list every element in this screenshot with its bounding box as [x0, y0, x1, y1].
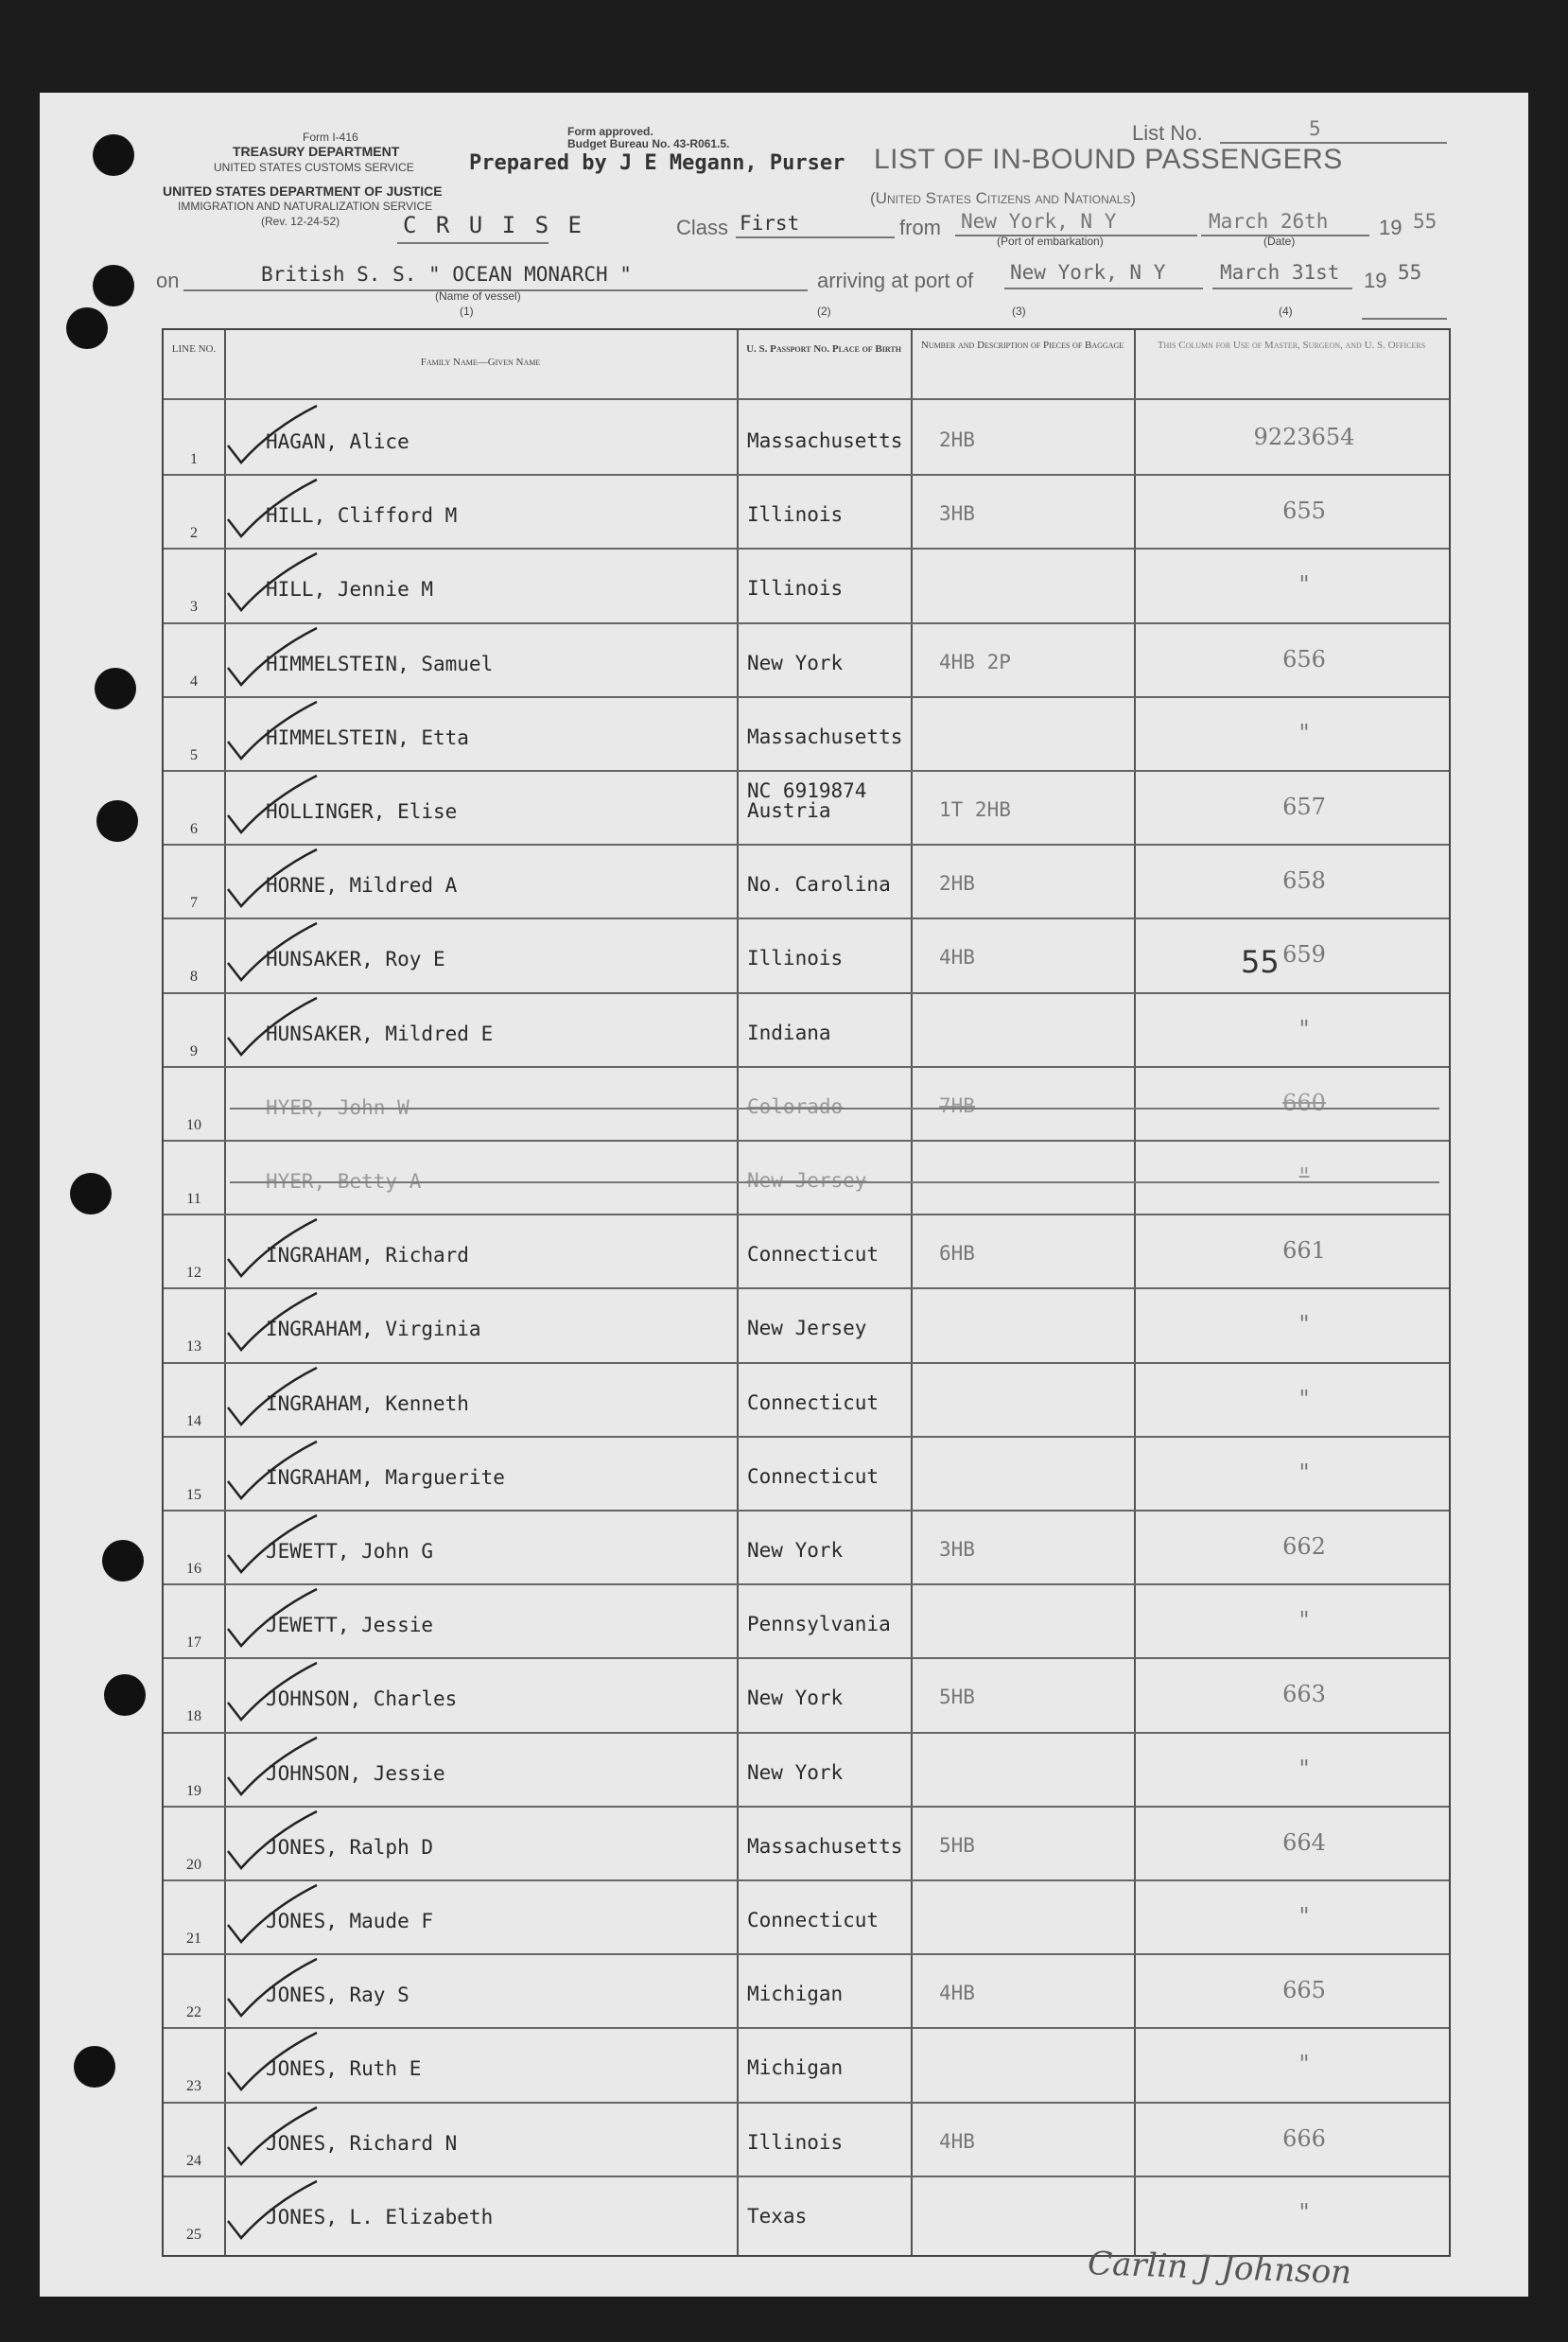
- arr-year-prefix: 19: [1364, 269, 1387, 292]
- punch-hole: [93, 134, 134, 176]
- official-number: ": [1298, 2198, 1310, 2226]
- place-of-birth: Connecticut: [747, 1909, 880, 1931]
- checkmark-icon: [224, 696, 328, 770]
- table-row: [164, 1214, 1449, 1287]
- baggage: 7HB: [939, 1093, 975, 1117]
- place-of-birth: Massachusetts: [747, 725, 903, 748]
- passenger-name: JOHNSON, Charles: [266, 1687, 458, 1711]
- official-number: 662: [1282, 1533, 1326, 1560]
- line-number: 12: [186, 1265, 201, 1282]
- treasury-dept: TREASURY DEPARTMENT: [233, 144, 400, 159]
- form-revision: (Rev. 12-24-52): [261, 215, 340, 228]
- punch-hole: [93, 265, 134, 306]
- passenger-name: HOLLINGER, Elise: [266, 800, 458, 823]
- place-of-birth: Massachusetts: [747, 429, 903, 452]
- passenger-table: [162, 328, 1451, 2257]
- baggage: 3HB: [939, 502, 975, 526]
- place-of-birth: Connecticut: [747, 1464, 880, 1488]
- strike-line: [230, 1181, 1439, 1183]
- class-value: First: [740, 212, 800, 235]
- line-number: 24: [186, 2152, 201, 2169]
- col-header-line: LINE NO.: [171, 343, 217, 355]
- from-port: New York, N Y: [961, 210, 1117, 233]
- place-of-birth: Texas: [747, 2204, 808, 2228]
- line-number: 23: [186, 2078, 201, 2095]
- checkmark-icon: [224, 2176, 328, 2249]
- official-number: ": [1298, 2051, 1310, 2078]
- checkmark-icon: [224, 1583, 328, 1657]
- checkmark-icon: [224, 2102, 328, 2176]
- baggage: 5HB: [939, 1686, 975, 1709]
- baggage: 6HB: [939, 1242, 975, 1266]
- place-of-birth: Massachusetts: [747, 1834, 903, 1858]
- prepared-by: Prepared by J E Megann, Purser: [469, 151, 845, 175]
- table-row: [164, 1436, 1449, 1510]
- strike-line: [230, 1108, 1439, 1110]
- customs-service: UNITED STATES CUSTOMS SERVICE: [214, 161, 414, 174]
- official-number: 663: [1282, 1681, 1326, 1708]
- table-row: [164, 1657, 1449, 1731]
- checkmark-icon: [224, 474, 328, 548]
- line-number: 17: [186, 1634, 201, 1652]
- official-number: 659: [1282, 941, 1326, 969]
- punch-hole: [95, 668, 136, 709]
- place-of-birth: Illinois: [747, 577, 844, 601]
- dep-year-prefix: 19: [1379, 216, 1402, 239]
- passenger-name: HUNSAKER, Mildred E: [266, 1022, 494, 1045]
- line-number: 8: [190, 969, 198, 986]
- checkmark-icon: [224, 1436, 328, 1510]
- table-row: [164, 622, 1449, 696]
- passenger-name: JEWETT, John G: [266, 1540, 434, 1563]
- checkmark-icon: [224, 1214, 328, 1287]
- punch-hole: [96, 800, 138, 842]
- place-of-birth: New York: [747, 1760, 844, 1784]
- table-row: [164, 548, 1449, 621]
- place-of-birth: Illinois: [747, 503, 844, 527]
- line-number: 13: [186, 1338, 201, 1355]
- place-of-birth: New York: [747, 1687, 844, 1710]
- port-embark-caption: (Port of embarkation): [997, 235, 1104, 248]
- table-row: [164, 992, 1449, 1066]
- form-number: Form I-416: [303, 131, 358, 144]
- table-row: [164, 400, 1449, 474]
- place-of-birth: Austria: [747, 799, 831, 822]
- line-number: 1: [190, 451, 198, 467]
- line-number: 21: [186, 1931, 201, 1947]
- date-caption: (Date): [1263, 235, 1296, 248]
- baggage: 1T 2HB: [939, 798, 1011, 821]
- baggage: 5HB: [939, 1833, 975, 1857]
- official-number: 666: [1282, 2124, 1326, 2152]
- passenger-name: HILL, Clifford M: [266, 504, 458, 528]
- list-no-label: List No.: [1132, 121, 1203, 145]
- list-subtitle: (United States Citizens and Nationals): [870, 189, 1137, 207]
- cruise-label: C R U I S E: [403, 212, 584, 238]
- baggage: 4HB: [939, 1982, 975, 2005]
- checkmark-icon: [224, 1953, 328, 2027]
- table-row: [164, 2102, 1449, 2176]
- table-row: [164, 1287, 1449, 1361]
- line-number: 18: [186, 1708, 201, 1725]
- official-number: 665: [1282, 1977, 1326, 2004]
- official-number: 655: [1282, 498, 1326, 525]
- line-number: 6: [190, 821, 198, 837]
- passenger-name: INGRAHAM, Kenneth: [266, 1391, 469, 1415]
- official-number: ": [1298, 1607, 1310, 1634]
- passenger-name: INGRAHAM, Marguerite: [266, 1465, 505, 1489]
- table-row: [164, 1140, 1449, 1214]
- baggage: 4HB: [939, 946, 975, 970]
- on-label: on: [156, 269, 180, 292]
- line-number: 10: [186, 1116, 201, 1133]
- passenger-name: JEWETT, Jessie: [266, 1614, 434, 1637]
- place-of-birth: Connecticut: [747, 1243, 880, 1267]
- passport-number: NC 6919874: [747, 779, 867, 802]
- passenger-name: HYER, Betty A: [266, 1170, 422, 1193]
- passenger-name: INGRAHAM, Virginia: [266, 1318, 481, 1341]
- place-of-birth: Michigan: [747, 1983, 844, 2006]
- baggage: 3HB: [939, 1538, 975, 1561]
- place-of-birth: New York: [747, 651, 844, 674]
- caption-4: (4): [1279, 305, 1293, 318]
- caption-1: (1): [460, 305, 474, 318]
- official-number: ": [1298, 1459, 1310, 1486]
- line-number: 4: [190, 673, 198, 690]
- line-number: 14: [186, 1412, 201, 1429]
- checkmark-icon: [224, 1806, 328, 1879]
- official-number: 657: [1282, 794, 1326, 820]
- checkmark-icon: [224, 548, 328, 621]
- passenger-name: HIMMELSTEIN, Samuel: [266, 652, 494, 675]
- official-number: ": [1298, 1015, 1310, 1042]
- dep-year: 55: [1413, 210, 1437, 233]
- table-row: [164, 1879, 1449, 1953]
- official-number: ": [1298, 1385, 1310, 1412]
- checkmark-icon: [224, 1287, 328, 1361]
- official-number: 661: [1282, 1237, 1326, 1265]
- col-header-baggage: Number and Description of Pieces of Baggage: [920, 340, 1124, 351]
- signature: Carlin J Johnson: [1087, 2245, 1352, 2292]
- official-number: 664: [1282, 1828, 1326, 1856]
- line-number: 25: [186, 2226, 201, 2243]
- checkmark-icon: [224, 844, 328, 918]
- official-number: ": [1298, 1311, 1310, 1338]
- baggage: 4HB 2P: [939, 650, 1011, 673]
- line-number: 7: [190, 895, 198, 912]
- table-row: [164, 2176, 1449, 2249]
- checkmark-icon: [224, 400, 328, 474]
- table-row: [164, 1510, 1449, 1583]
- arriving-label: arriving at port of: [817, 269, 974, 292]
- table-row: [164, 1362, 1449, 1436]
- line-number: 3: [190, 599, 198, 616]
- passenger-name: JONES, Ralph D: [266, 1835, 434, 1859]
- checkmark-icon: [224, 992, 328, 1066]
- stamp-number: 55: [1241, 944, 1280, 980]
- passenger-name: HUNSAKER, Roy E: [266, 948, 445, 971]
- punch-hole: [74, 2046, 115, 2088]
- table-row: [164, 1806, 1449, 1879]
- from-label: from: [899, 216, 941, 239]
- table-row: [164, 696, 1449, 770]
- table-row: [164, 2027, 1449, 2101]
- form-approved: Form approved.: [567, 125, 653, 138]
- passenger-name: JOHNSON, Jessie: [266, 1761, 445, 1785]
- justice-dept: UNITED STATES DEPARTMENT OF JUSTICE: [163, 184, 443, 199]
- passenger-name: HYER, John W: [266, 1095, 409, 1119]
- punch-hole: [104, 1674, 146, 1716]
- passenger-name: INGRAHAM, Richard: [266, 1244, 469, 1267]
- checkmark-icon: [224, 1510, 328, 1583]
- passenger-name: JONES, Ray S: [266, 1984, 409, 2007]
- place-of-birth: New York: [747, 1539, 844, 1562]
- line-number: 9: [190, 1042, 198, 1059]
- vessel-name: British S. S. " OCEAN MONARCH ": [261, 263, 632, 286]
- budget-bureau: Budget Bureau No. 43-R061.5.: [567, 137, 730, 150]
- table-row: [164, 1066, 1449, 1140]
- official-number: 9223654: [1253, 424, 1355, 450]
- table-row: [164, 1583, 1449, 1657]
- vessel-caption: (Name of vessel): [435, 289, 521, 303]
- checkmark-icon: [224, 1879, 328, 1953]
- line-number: 15: [186, 1486, 201, 1503]
- passenger-name: JONES, L. Elizabeth: [266, 2205, 494, 2228]
- caption-3: (3): [1012, 305, 1026, 318]
- baggage: 2HB: [939, 872, 975, 896]
- passenger-name: JONES, Richard N: [266, 2131, 458, 2155]
- line-number: 2: [190, 525, 198, 542]
- punch-hole: [102, 1540, 144, 1582]
- baggage: 4HB: [939, 2129, 975, 2153]
- official-number: ": [1298, 719, 1310, 746]
- place-of-birth: No. Carolina: [747, 873, 891, 897]
- arrival-date: March 31st: [1220, 261, 1340, 284]
- official-number: 660: [1282, 1089, 1326, 1116]
- checkmark-icon: [224, 918, 328, 991]
- place-of-birth: New Jersey: [747, 1317, 867, 1340]
- table-row: [164, 770, 1449, 844]
- place-of-birth: Colorado: [747, 1094, 844, 1118]
- line-number: 20: [186, 1856, 201, 1873]
- place-of-birth: Pennsylvania: [747, 1613, 891, 1636]
- passenger-name: JONES, Maude F: [266, 1910, 434, 1932]
- place-of-birth: Illinois: [747, 2130, 844, 2154]
- checkmark-icon: [224, 1657, 328, 1731]
- line-number: 22: [186, 2004, 201, 2021]
- passenger-name: HAGAN, Alice: [266, 430, 409, 453]
- arr-year: 55: [1398, 261, 1422, 284]
- line-number: 19: [186, 1782, 201, 1799]
- checkmark-icon: [224, 1362, 328, 1436]
- table-row: [164, 1732, 1449, 1806]
- table-row: [164, 1953, 1449, 2027]
- list-no: 5: [1309, 117, 1321, 140]
- official-number: ": [1298, 571, 1310, 599]
- place-of-birth: Connecticut: [747, 1390, 880, 1414]
- checkmark-icon: [224, 622, 328, 696]
- checkmark-icon: [224, 2027, 328, 2101]
- table-row: [164, 474, 1449, 548]
- col-header-name: Family Name—Given Name: [420, 357, 541, 368]
- official-number: 658: [1282, 867, 1326, 895]
- punch-hole: [70, 1173, 112, 1215]
- official-number: ": [1298, 1755, 1310, 1782]
- place-of-birth: Michigan: [747, 2056, 844, 2080]
- line-number: 11: [186, 1191, 201, 1207]
- line-number: 16: [186, 1561, 201, 1577]
- passenger-name: HIMMELSTEIN, Etta: [266, 725, 469, 749]
- passenger-name: HILL, Jennie M: [266, 578, 434, 602]
- baggage: 2HB: [939, 428, 975, 451]
- official-number: ": [1298, 1163, 1310, 1190]
- official-number: 656: [1282, 645, 1326, 673]
- place-of-birth: Indiana: [747, 1021, 831, 1044]
- place-of-birth: New Jersey: [747, 1169, 867, 1192]
- checkmark-icon: [224, 770, 328, 844]
- passenger-name: JONES, Ruth E: [266, 2057, 422, 2081]
- list-title: LIST OF IN-BOUND PASSENGERS: [874, 144, 1343, 175]
- caption-2: (2): [817, 305, 831, 318]
- punch-hole: [66, 307, 108, 349]
- line-number: 5: [190, 746, 198, 763]
- table-row: [164, 844, 1449, 918]
- class-label: Class: [676, 216, 729, 239]
- passenger-name: HORNE, Mildred A: [266, 874, 458, 898]
- official-number: ": [1298, 1903, 1310, 1930]
- arrival-port: New York, N Y: [1010, 261, 1166, 284]
- checkmark-icon: [224, 1732, 328, 1806]
- departure-date: March 26th: [1209, 210, 1329, 233]
- place-of-birth: Illinois: [747, 947, 844, 970]
- col-header-official: This Column for Use of Master, Surgeon, and U. S. Officers: [1157, 340, 1426, 351]
- ins-service: IMMIGRATION AND NATURALIZATION SERVICE: [178, 200, 433, 213]
- col-header-passport: U. S. Passport No. Place of Birth: [746, 343, 901, 355]
